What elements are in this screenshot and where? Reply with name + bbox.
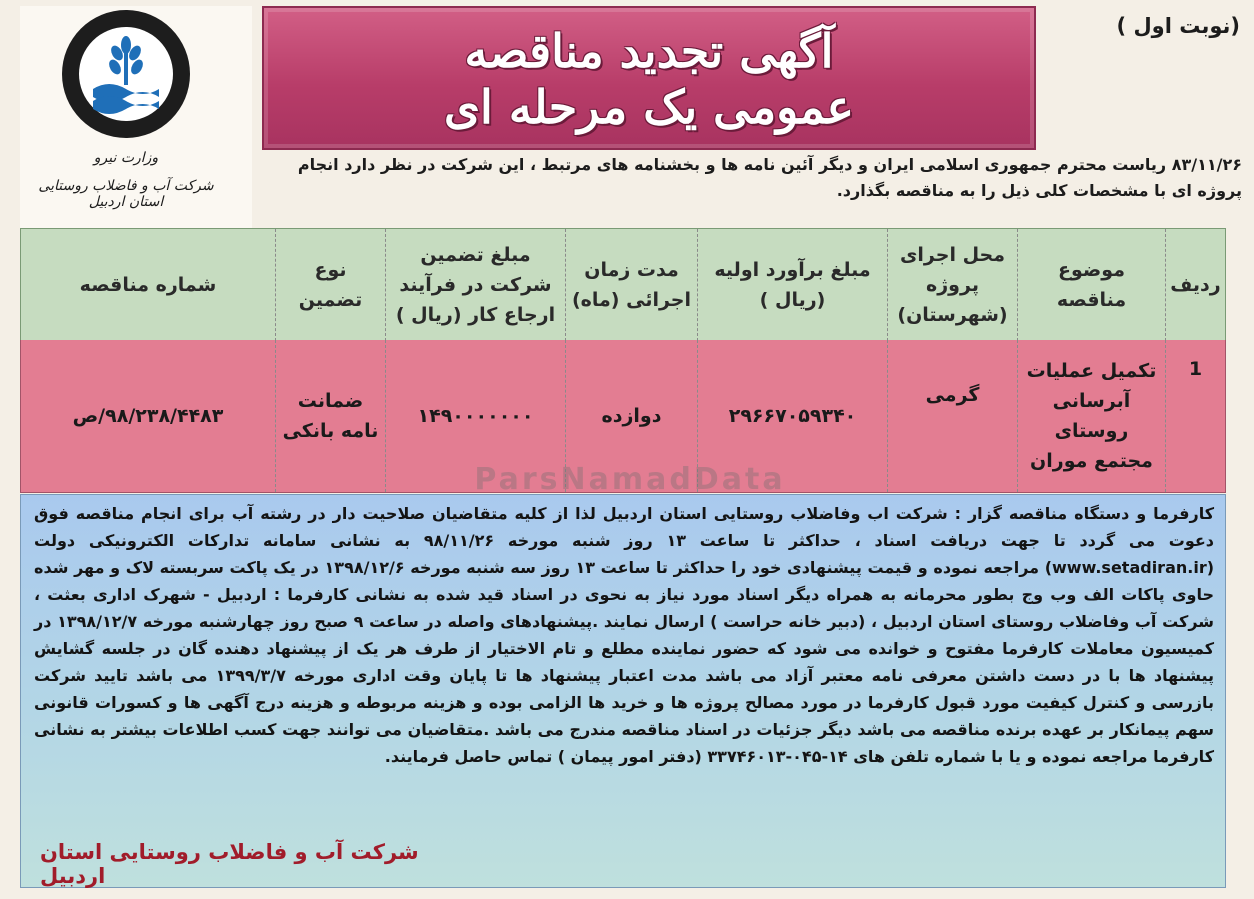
header-subject: موضوع مناقصه	[1017, 229, 1165, 341]
cell-guarantee-type: ضمانت نامه بانکی	[275, 340, 385, 492]
header-row-number: ردیف	[1165, 229, 1225, 341]
header-duration: مدت زمان اجرائی (ماه)	[565, 229, 697, 341]
signature: شرکت آب و فاضلاب روستایی استان اردبیل	[40, 840, 419, 888]
cell-location: گرمی	[887, 340, 1017, 492]
details-paragraph: کارفرما و دستگاه مناقصه گزار : شرکت اب وفاضلاب روستایی استان اردبیل لذا از کلیه متقاضیان صلاحیت دار در رشته آب برای انجام مناقصه فوق دعوت می گردد تا جهت دریافت اسناد ، حداکثر تا ساعت ۱۳ روز شنبه مورخه ۹۸/۱۱/۲۶ به نشانی سامانه تدارکات الکترونیکی دولت (www.setadiran.ir) مراجعه نموده و قیمت پیشنهادی خود را حداکثر تا ساعت ۱۳ روز سه شنبه مورخه ۱۳۹۸/۱۲/۶ در یک پاکت سربسته لاک و مهر شده حاوی پاکات الف وب وج بطور محرمانه به همراه دیگر اسناد مورد نیاز به نحوی در اسناد قید شده به نشانی کارفرما : اردبیل - شهرک اداری بعثت ، شرکت آب وفاضلاب روستای استان اردبیل ، (دبیر خانه حراست ) ارسال نمایند .پیشنهادهای واصله در ساعت ۹ صبح روز چهارشنبه مورخه ۱۳۹۸/۱۲/۷ در کمیسیون معاملات کارفرما مفتوح و خوانده می شود که حضور نماینده مطلع و تام الاختیار از طرف هر یک از پیشنهاد دهنده گان در جلسه گشایش پیشنهاد ها با در دست داشتن معرفی نامه معتبر آزاد می باشد مدت اعتبار پیشنهاد ها تا پایان وقت اداری مورخه ۱۳۹۹/۳/۷ می باشد تایید شرکت بازرسی و کنترل کیفیت مورد قبول کارفرما در مورد مصالح پروژه ها و خرید ها الزامی بوده و هزینه مربوطه و هزینه درج آگهی ها و کسورات قانونی سهم پیمانکار بر عهده برنده مناقصه می باشد دیگر جزئیات در اسناد مناقصه مندرج می باشد .متقاضیان می توانند جهت کسب اطلاعات بیشتر به نشانی کارفرما مراجعه نموده و یا با شماره تلفن های ۱۴-۰۴۵-۳۳۷۴۶۰۱۳ (دفتر امور پیمان ) تماس حاصل فرمایند.	[34, 504, 1215, 766]
header-guarantee-amount: مبلغ تضمین شرکت در فرآیند ارجاع کار (ریال )	[385, 229, 565, 341]
watermark: ParsNamadData	[474, 462, 786, 497]
header-tender-number: شماره مناقصه	[79, 274, 217, 296]
table-header	[20, 228, 1226, 342]
title-banner	[262, 6, 1036, 150]
cell-estimate: ۲۹۶۶۷۰۵۹۳۴۰	[697, 340, 887, 492]
intro-paragraph: ۸۳/۱۱/۲۶ ریاست محترم جمهوری اسلامی ایران و دیگر آئین نامه ها و بخشنامه های مرتبط ، این شرکت در نظر دارد انجام پروژه ای با مشخصات کلی ذیل را به مناقصه بگذارد.	[297, 155, 1242, 200]
round-label: (نوبت اول )	[1116, 14, 1240, 38]
cell-tender-number: ۹۸/۲۳۸/۴۴۸۳/ص	[72, 405, 224, 427]
wheat-wave-icon	[79, 27, 173, 121]
logo-ministry-text: وزارت نیرو	[93, 150, 159, 166]
cell-subject: تکمیل عملیات آبرسانی روستای مجتمع موران	[1017, 340, 1165, 492]
cell-duration: دوازده	[565, 340, 697, 492]
logo-inner-emblem	[79, 27, 173, 121]
header-estimate: مبلغ برآورد اولیه (ریال )	[697, 229, 887, 341]
title-line-2: عمومی یک مرحله ای	[444, 80, 854, 134]
header-location: محل اجرای پروژه (شهرستان)	[887, 229, 1017, 341]
cell-row-number: 1	[1165, 340, 1225, 492]
cell-guarantee-amount: ۱۴۹۰۰۰۰۰۰۰	[385, 340, 565, 492]
title-line-1: آگهی تجدید مناقصه	[464, 24, 834, 78]
logo-company-text: شرکت آب و فاضلاب روستایی استان اردبیل	[38, 178, 214, 210]
header-guarantee-type: نوع تضمین	[275, 229, 385, 341]
